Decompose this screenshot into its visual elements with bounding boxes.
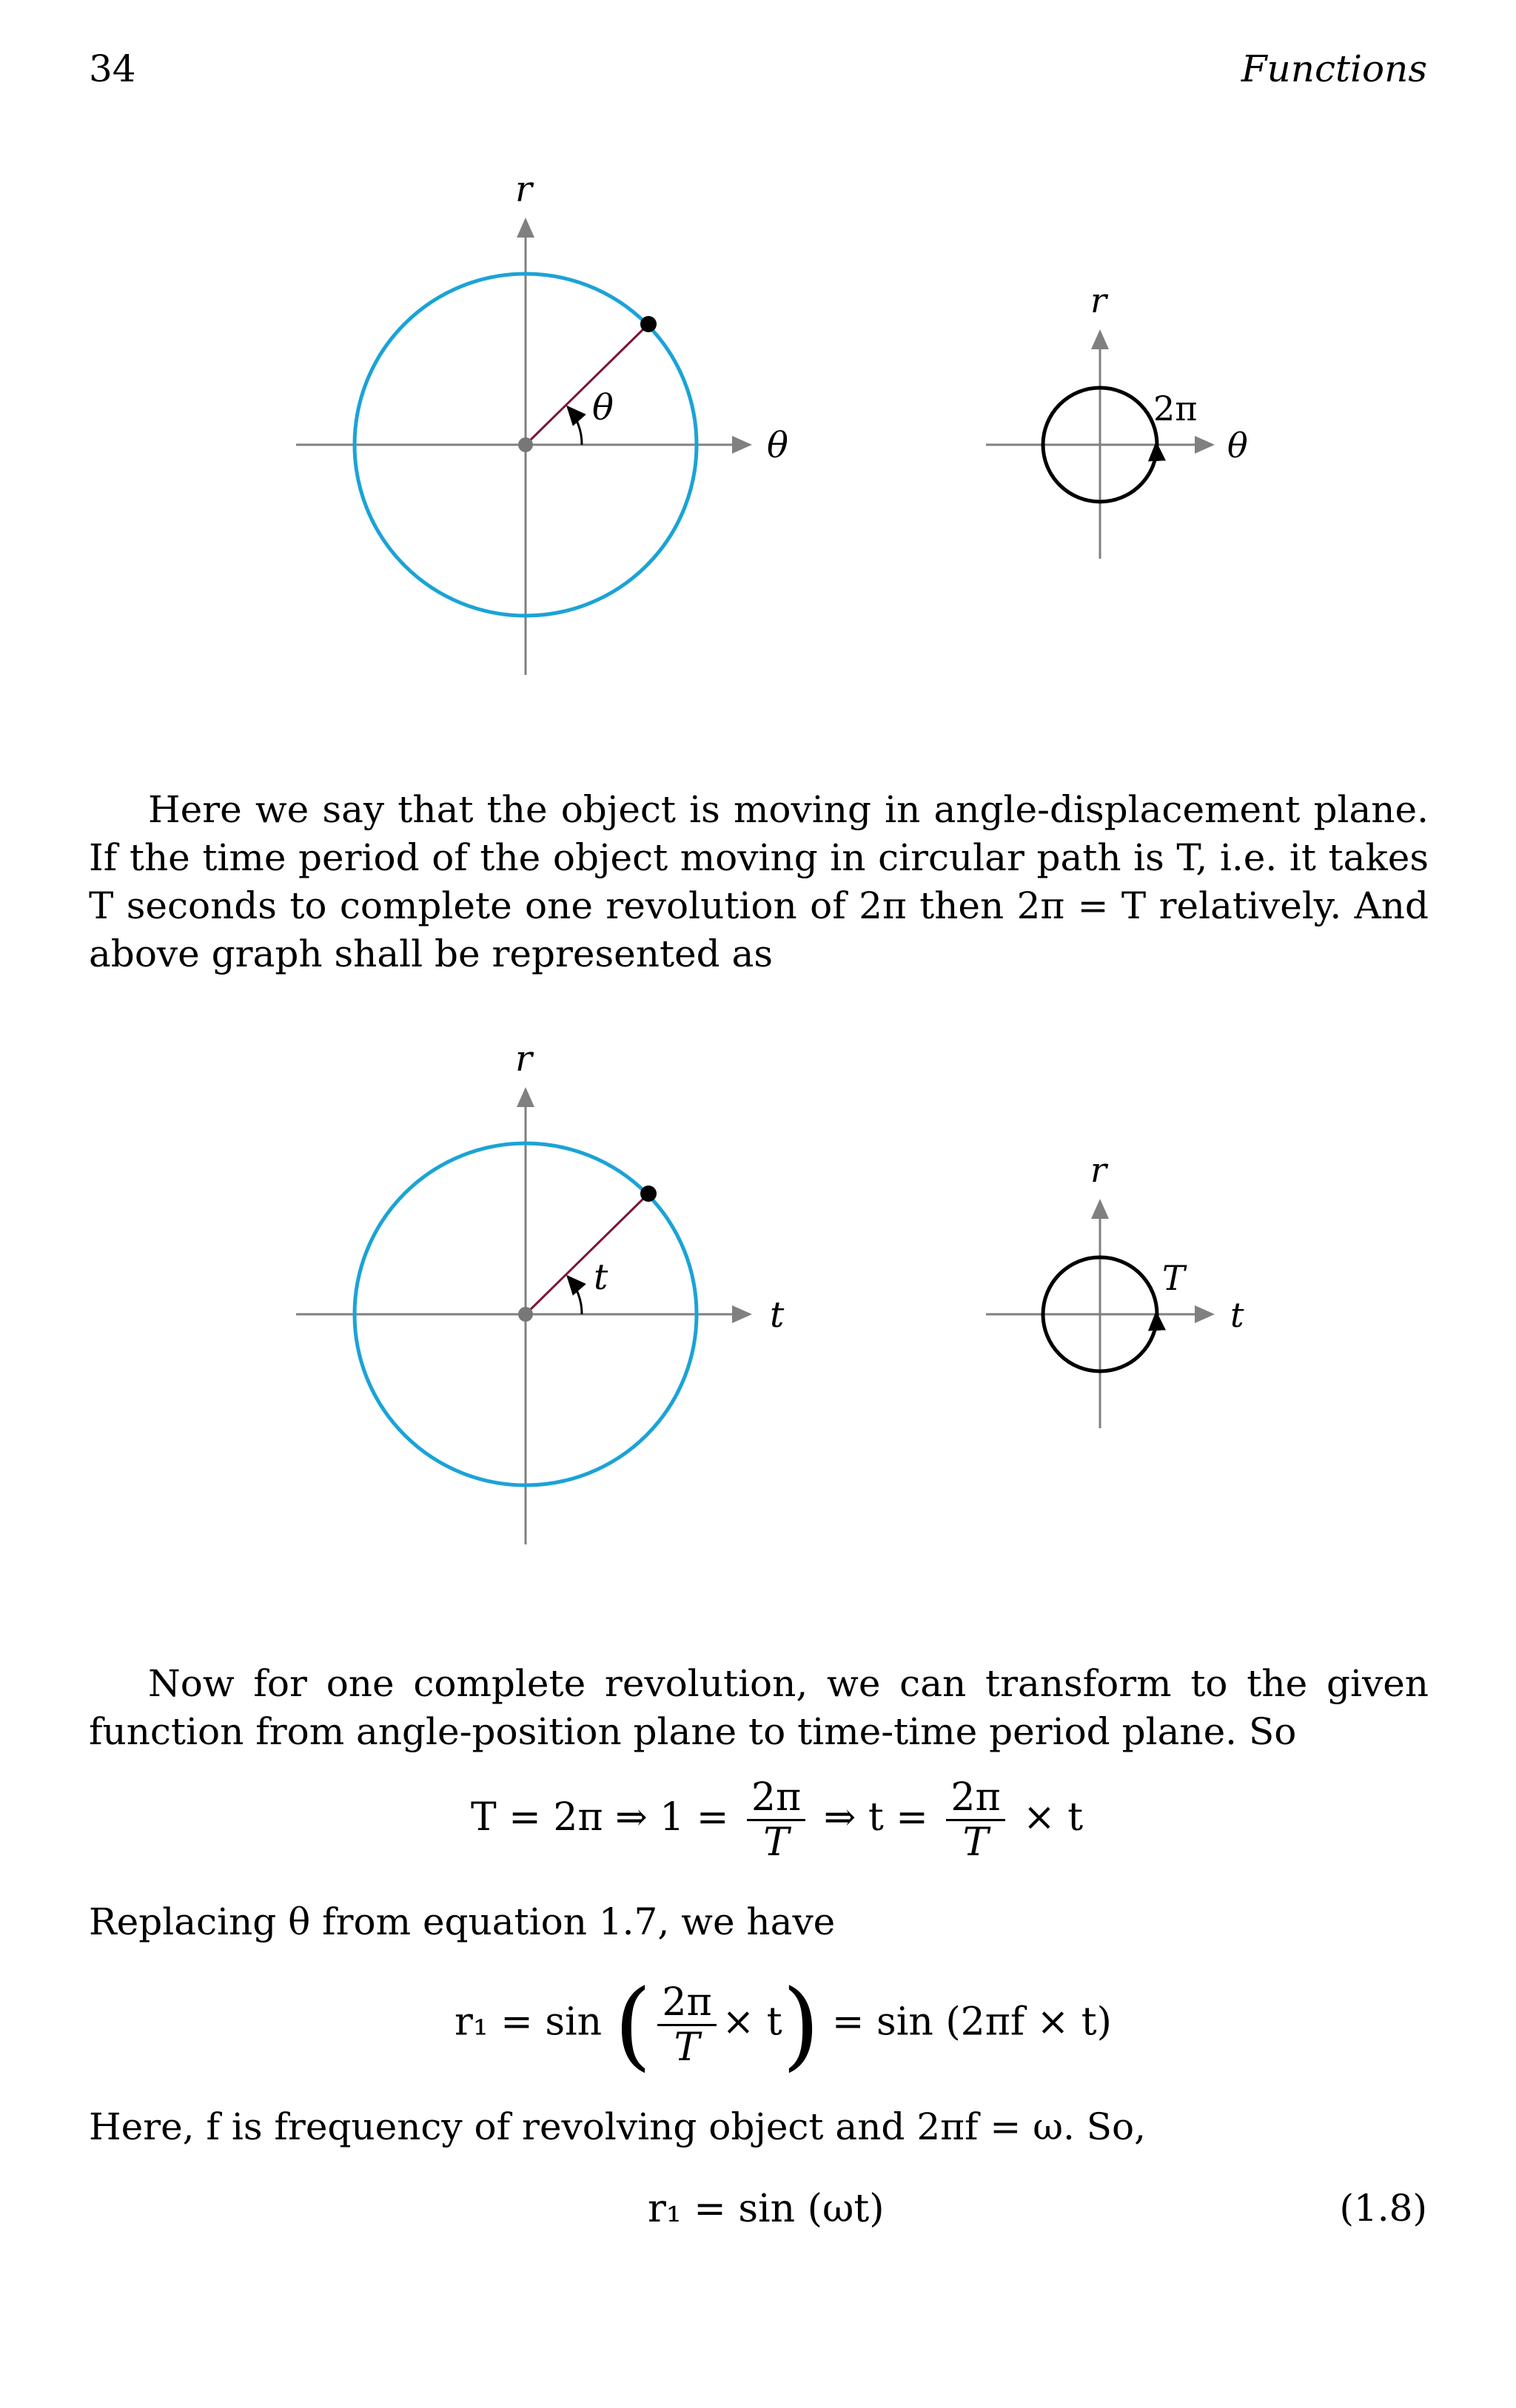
paragraph-1: Here we say that the object is moving in angle-displacement plane. If the time period of the object moving in circular path is T, i.e. it takes T seconds to complete one revolution of 2π then 2π = T relatively. And above graph shall be represented as	[89, 788, 1429, 975]
small-vertical-axis-label: r	[1090, 280, 1107, 320]
eq2-frac-num: 2π	[657, 1981, 716, 2026]
eq1-tail: × t	[1023, 1795, 1084, 1840]
radius-vector	[526, 1194, 648, 1314]
small-horizontal-axis-label: θ	[1227, 426, 1248, 465]
figure-2	[0, 1032, 1516, 1569]
horizontal-axis-label: θ	[767, 425, 788, 466]
page-number: 34	[89, 47, 136, 90]
eq2-fraction	[657, 1981, 716, 2069]
line-here: Here, f is frequency of revolving object and 2πf = ω. So,	[89, 2105, 1147, 2148]
origin-point	[518, 1307, 533, 1322]
moving-point	[640, 1185, 657, 1202]
horizontal-axis-label: t	[770, 1294, 785, 1336]
eq2-frac-den: T	[674, 2025, 700, 2070]
line-replacing: Replacing θ from equation 1.7, we have	[89, 1900, 836, 1943]
big-time-plot	[296, 1038, 785, 1544]
paragraph-2: Now for one complete revolution, we can transform to the given function from angle-position plane to time-time period plane. So	[89, 1662, 1429, 1753]
eq1-lhs: T = 2π ⇒ 1 =	[471, 1795, 729, 1840]
radius-vector	[526, 324, 648, 445]
angle-arc	[568, 1277, 582, 1314]
eq1-frac1-num: 2π	[747, 1776, 805, 1821]
right-paren: )	[782, 1968, 820, 2081]
angle-label: θ	[592, 387, 614, 428]
small-polar-plot	[986, 280, 1248, 559]
small-arc-label: T	[1162, 1258, 1185, 1298]
vertical-axis-label: r	[515, 169, 532, 210]
eq1-frac1-den: T	[763, 1820, 789, 1865]
eq1-frac2-den: T	[962, 1820, 989, 1865]
small-vertical-axis-label: r	[1090, 1150, 1107, 1190]
figure-1	[0, 163, 1516, 696]
left-paren: (	[614, 1968, 652, 2081]
equation-number: (1.8)	[1339, 2187, 1427, 2230]
eq1-fraction-1	[747, 1776, 805, 1864]
equation-3: r₁ = sin (ωt)	[648, 2187, 885, 2231]
small-arc-label: 2π	[1153, 389, 1198, 428]
running-title: Functions	[1241, 47, 1427, 90]
eq1-frac2-num: 2π	[946, 1776, 1004, 1821]
small-arc-arrow	[1152, 1313, 1156, 1337]
eq1-fraction-2	[946, 1776, 1004, 1864]
eq2-inner-tail: × t	[722, 2000, 782, 2045]
big-polar-plot	[296, 169, 788, 675]
small-horizontal-axis-label: t	[1230, 1295, 1244, 1335]
angle-arc	[568, 407, 582, 445]
small-time-plot	[986, 1150, 1244, 1428]
eq1-mid: ⇒ t =	[823, 1795, 928, 1840]
origin-point	[518, 437, 533, 452]
eq2-rhs: = sin (2πf × t)	[831, 2000, 1112, 2045]
angle-label: t	[594, 1257, 608, 1298]
equation-2	[455, 1968, 1112, 2081]
moving-point	[640, 316, 657, 332]
eq2-lhs: r₁ = sin	[455, 2000, 603, 2045]
vertical-axis-label: r	[515, 1038, 532, 1080]
equation-1	[471, 1776, 1083, 1864]
small-arc-arrow	[1152, 443, 1156, 468]
